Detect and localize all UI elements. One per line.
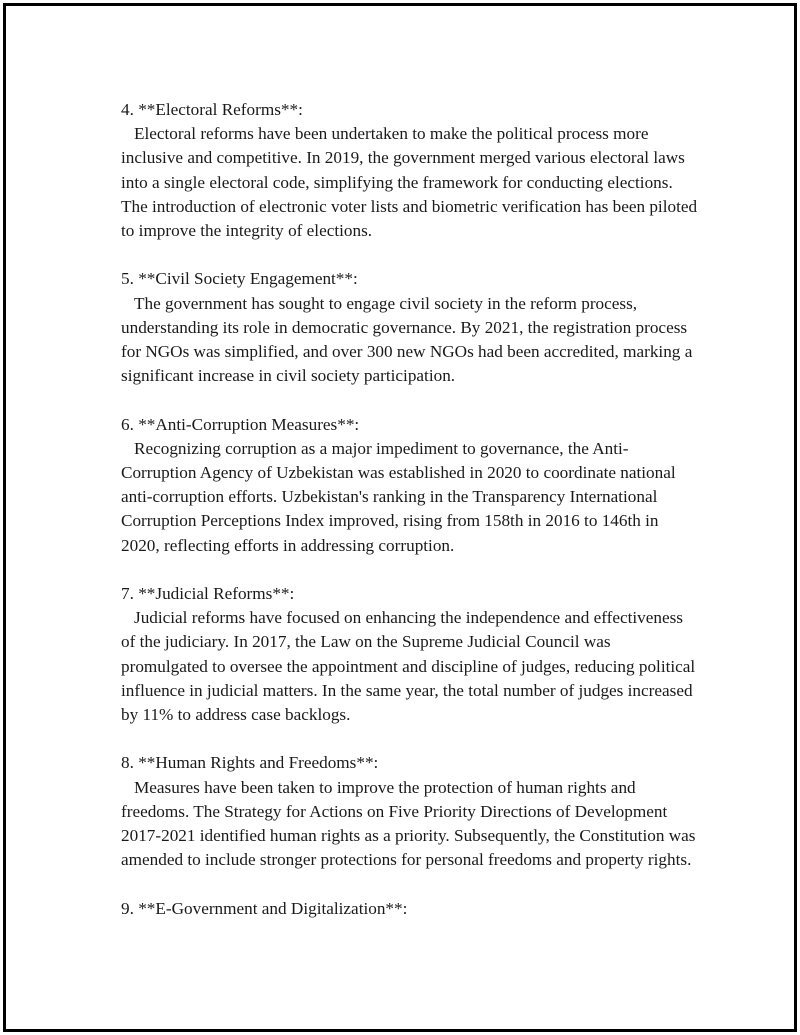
- section-heading: 9. **E-Government and Digitalization**:: [121, 898, 408, 918]
- section-paragraph: Recognizing corruption as a major impediment to governance, the Anti-Corruption Agency of Uzbekistan was established in 2020 to coordinate national anti-corruption efforts. Uzbekistan's ranking in the Transparency International Corruption Perceptions Index improved, rising from 158th in 2016 to 146th in 2020, reflecting efforts in addressing corruption.: [121, 438, 676, 555]
- section-paragraph: Judicial reforms have focused on enhancing the independence and effectiveness of the judiciary. In 2017, the Law on the Supreme Judicial Council was promulgated to oversee the appointment and discipline of judges, reducing political influence in judicial matters. In the same year, the total number of judges increased by 11% to address case backlogs.: [121, 608, 696, 725]
- section-heading: 7. **Judicial Reforms**:: [121, 584, 295, 604]
- section-civil-society-engagement: [121, 267, 701, 388]
- section-heading: 5. **Civil Society Engagement**:: [121, 269, 358, 289]
- section-paragraph: Measures have been taken to improve the protection of human rights and freedoms. The Strategy for Actions on Five Priority Directions of Development 2017-2021 identified human rights as a priority. Subsequently, the Constitution was amended to include stronger protections for personal freedoms and property rights.: [121, 777, 696, 870]
- page-frame: [3, 3, 797, 1032]
- document-body: [121, 98, 701, 945]
- section-electoral-reforms: [121, 98, 701, 243]
- section-judicial-reforms: [121, 582, 701, 727]
- section-human-rights-and-freedoms: [121, 751, 701, 872]
- section-e-government-and-digitalization: [121, 897, 701, 921]
- section-anti-corruption-measures: [121, 413, 701, 558]
- section-paragraph: Electoral reforms have been undertaken to make the political process more inclusive and competitive. In 2019, the government merged various electoral laws into a single electoral code, simplifying the framework for conducting elections. The introduction of electronic voter lists and biometric verification has been piloted to improve the integrity of elections.: [121, 124, 698, 241]
- section-heading: 8. **Human Rights and Freedoms**:: [121, 753, 379, 773]
- section-heading: 4. **Electoral Reforms**:: [121, 100, 303, 119]
- section-heading: 6. **Anti-Corruption Measures**:: [121, 414, 360, 434]
- section-paragraph: The government has sought to engage civil society in the reform process, understanding its role in democratic governance. By 2021, the registration process for NGOs was simplified, and over 300 new NGOs had been accredited, marking a significant increase in civil society participation.: [121, 293, 693, 386]
